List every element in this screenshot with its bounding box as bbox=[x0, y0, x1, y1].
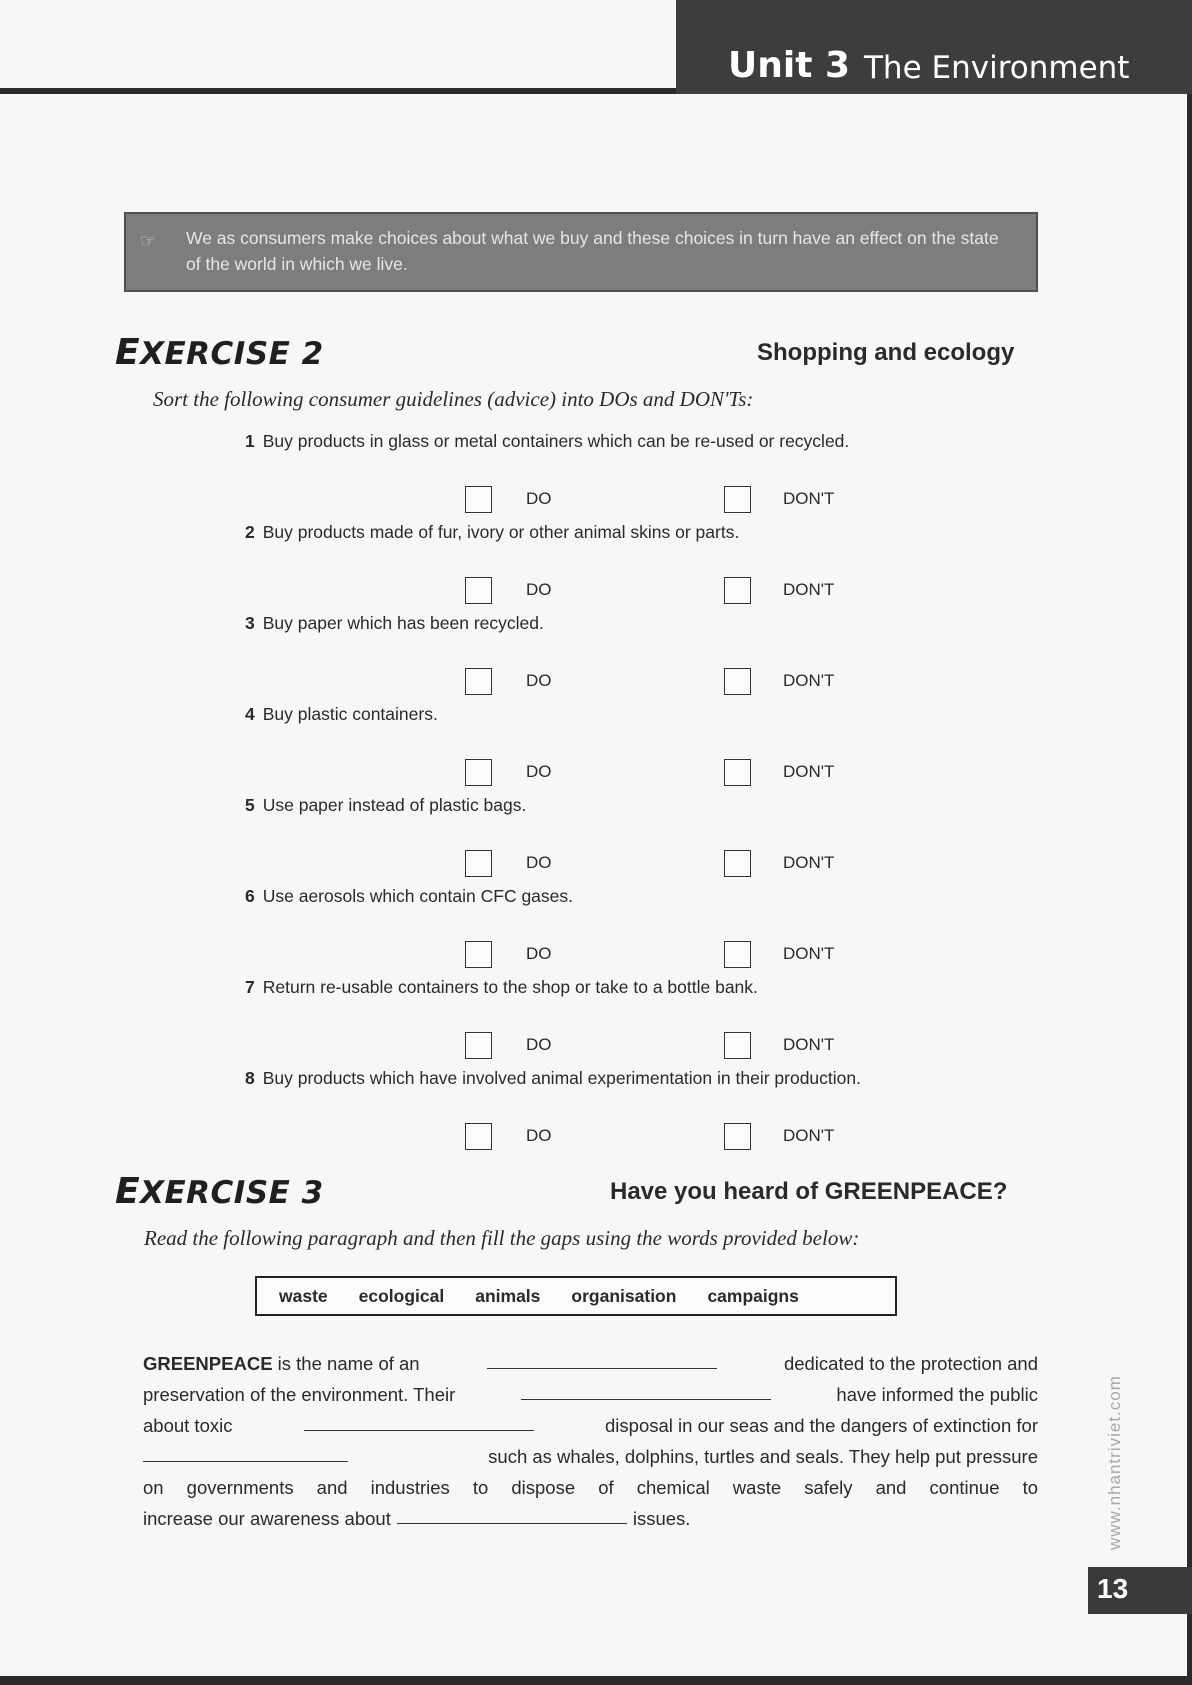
do-label: DO bbox=[526, 944, 552, 963]
paragraph-line bbox=[143, 1379, 1038, 1410]
dont-label: DON'T bbox=[783, 1126, 835, 1145]
do-dont-choice-row bbox=[465, 941, 865, 969]
gap-5-blank[interactable] bbox=[397, 1503, 627, 1524]
dont-label: DON'T bbox=[783, 944, 835, 963]
paragraph-text: dedicated to the protection and bbox=[783, 1353, 1038, 1374]
word-bank-item: organisation bbox=[571, 1285, 677, 1306]
do-label: DO bbox=[526, 1126, 552, 1145]
paragraph-text: about toxic bbox=[143, 1415, 233, 1436]
item-number: 7 bbox=[245, 977, 255, 997]
item-text: Use paper instead of plastic bags. bbox=[262, 795, 527, 815]
dont-label: DON'T bbox=[783, 1035, 835, 1054]
item-text: Return re-usable containers to the shop or take to a bottle bank. bbox=[262, 977, 758, 997]
exercise2-item bbox=[245, 522, 739, 543]
exercise2-item bbox=[245, 795, 526, 816]
dont-checkbox[interactable] bbox=[724, 668, 751, 695]
word-bank bbox=[255, 1276, 897, 1316]
paragraph-text: increase our awareness about bbox=[143, 1508, 391, 1529]
dont-checkbox[interactable] bbox=[724, 759, 751, 786]
dont-label: DON'T bbox=[783, 580, 835, 599]
item-number: 2 bbox=[245, 522, 255, 542]
do-dont-choice-row bbox=[465, 850, 865, 878]
dont-label: DON'T bbox=[783, 853, 835, 872]
page-number: 13 bbox=[1088, 1567, 1192, 1614]
dont-checkbox[interactable] bbox=[724, 486, 751, 513]
item-number: 1 bbox=[245, 431, 255, 451]
gap-fill-paragraph bbox=[143, 1348, 1038, 1534]
gap-1-blank[interactable] bbox=[487, 1348, 717, 1369]
paragraph-text: disposal in our seas and the dangers of extinction for bbox=[605, 1415, 1038, 1436]
dont-checkbox[interactable] bbox=[724, 1123, 751, 1150]
do-dont-choice-row bbox=[465, 759, 865, 787]
paragraph-text: issues. bbox=[632, 1508, 691, 1529]
item-text: Buy paper which has been recycled. bbox=[262, 613, 544, 633]
dont-checkbox[interactable] bbox=[724, 850, 751, 877]
paragraph-line bbox=[143, 1410, 1038, 1441]
do-checkbox[interactable] bbox=[465, 577, 492, 604]
dont-label: DON'T bbox=[783, 489, 835, 508]
do-checkbox[interactable] bbox=[465, 759, 492, 786]
do-dont-choice-row bbox=[465, 486, 865, 514]
paragraph-text: is the name of an bbox=[277, 1353, 420, 1374]
exercise3-instruction: Read the following paragraph and then fill the gaps using the words provided below: bbox=[144, 1226, 860, 1250]
pointing-hand-icon: ☞ bbox=[140, 231, 157, 251]
do-dont-choice-row bbox=[465, 577, 865, 605]
exercise2-item bbox=[245, 1068, 861, 1089]
item-text: Buy products made of fur, ivory or other animal skins or parts. bbox=[262, 522, 740, 542]
do-label: DO bbox=[526, 1035, 552, 1054]
item-text: Use aerosols which contain CFC gases. bbox=[262, 886, 574, 906]
paragraph-line bbox=[143, 1348, 1038, 1379]
tip-text: We as consumers make choices about what we buy and these choices in turn have an effect on the state of the world in which we live. bbox=[186, 228, 999, 274]
paragraph-text: such as whales, dolphins, turtles and seals. They help put pressure bbox=[488, 1446, 1038, 1467]
gap-4-blank[interactable] bbox=[143, 1441, 348, 1462]
dont-checkbox[interactable] bbox=[724, 941, 751, 968]
item-number: 6 bbox=[245, 886, 255, 906]
do-label: DO bbox=[526, 671, 552, 690]
footer-rule bbox=[0, 1676, 1192, 1685]
page-edge bbox=[1187, 94, 1192, 1685]
gap-2-blank[interactable] bbox=[521, 1379, 771, 1400]
do-checkbox[interactable] bbox=[465, 1123, 492, 1150]
item-text: Buy products in glass or metal containers which can be re-used or recycled. bbox=[262, 431, 850, 451]
unit-label: Unit 3 bbox=[728, 45, 850, 86]
dont-checkbox[interactable] bbox=[724, 577, 751, 604]
word-bank-item: ecological bbox=[358, 1285, 445, 1306]
gap-3-blank[interactable] bbox=[304, 1410, 534, 1431]
do-label: DO bbox=[526, 762, 552, 781]
do-label: DO bbox=[526, 853, 552, 872]
paragraph-text: on governments and industries to dispose of chemical waste safely and continue to bbox=[143, 1477, 1038, 1498]
dont-label: DON'T bbox=[783, 671, 835, 690]
do-checkbox[interactable] bbox=[465, 850, 492, 877]
item-text: Buy plastic containers. bbox=[262, 704, 438, 724]
exercise2-item bbox=[245, 886, 573, 907]
paragraph-line bbox=[143, 1472, 1038, 1503]
exercise3-title: EXERCISE 3 bbox=[115, 1171, 324, 1212]
paragraph-line bbox=[143, 1503, 1038, 1534]
paragraph-text: have informed the public bbox=[836, 1384, 1038, 1405]
item-number: 8 bbox=[245, 1068, 255, 1088]
tip-box bbox=[124, 212, 1038, 292]
exercise2-instruction: Sort the following consumer guidelines (advice) into DOs and DON'Ts: bbox=[153, 387, 754, 411]
exercise2-item bbox=[245, 613, 544, 634]
do-dont-choice-row bbox=[465, 668, 865, 696]
watermark: www.nhantriviet.com bbox=[1105, 1375, 1124, 1550]
paragraph-text: preservation of the environment. Their bbox=[143, 1384, 456, 1405]
exercise2-topic: Shopping and ecology bbox=[757, 339, 1015, 366]
greenpeace-name: GREENPEACE bbox=[143, 1353, 273, 1374]
dont-label: DON'T bbox=[783, 762, 835, 781]
do-dont-choice-row bbox=[465, 1032, 865, 1060]
exercise2-item bbox=[245, 704, 438, 725]
unit-banner bbox=[676, 0, 1192, 94]
item-number: 3 bbox=[245, 613, 255, 633]
word-bank-item: animals bbox=[475, 1285, 541, 1306]
item-number: 5 bbox=[245, 795, 255, 815]
do-checkbox[interactable] bbox=[465, 486, 492, 513]
unit-title: The Environment bbox=[864, 50, 1130, 86]
exercise3-topic: Have you heard of GREENPEACE? bbox=[610, 1178, 1008, 1205]
item-text: Buy products which have involved animal experimentation in their production. bbox=[262, 1068, 861, 1088]
exercise2-item bbox=[245, 977, 758, 998]
dont-checkbox[interactable] bbox=[724, 1032, 751, 1059]
do-checkbox[interactable] bbox=[465, 668, 492, 695]
word-bank-item: campaigns bbox=[707, 1285, 799, 1306]
exercise2-item bbox=[245, 431, 849, 452]
do-label: DO bbox=[526, 580, 552, 599]
do-label: DO bbox=[526, 489, 552, 508]
do-dont-choice-row bbox=[465, 1123, 865, 1151]
exercise2-title: EXERCISE 2 bbox=[115, 332, 324, 373]
do-checkbox[interactable] bbox=[465, 1032, 492, 1059]
paragraph-line bbox=[143, 1441, 1038, 1472]
do-checkbox[interactable] bbox=[465, 941, 492, 968]
item-number: 4 bbox=[245, 704, 255, 724]
word-bank-item: waste bbox=[279, 1285, 328, 1306]
